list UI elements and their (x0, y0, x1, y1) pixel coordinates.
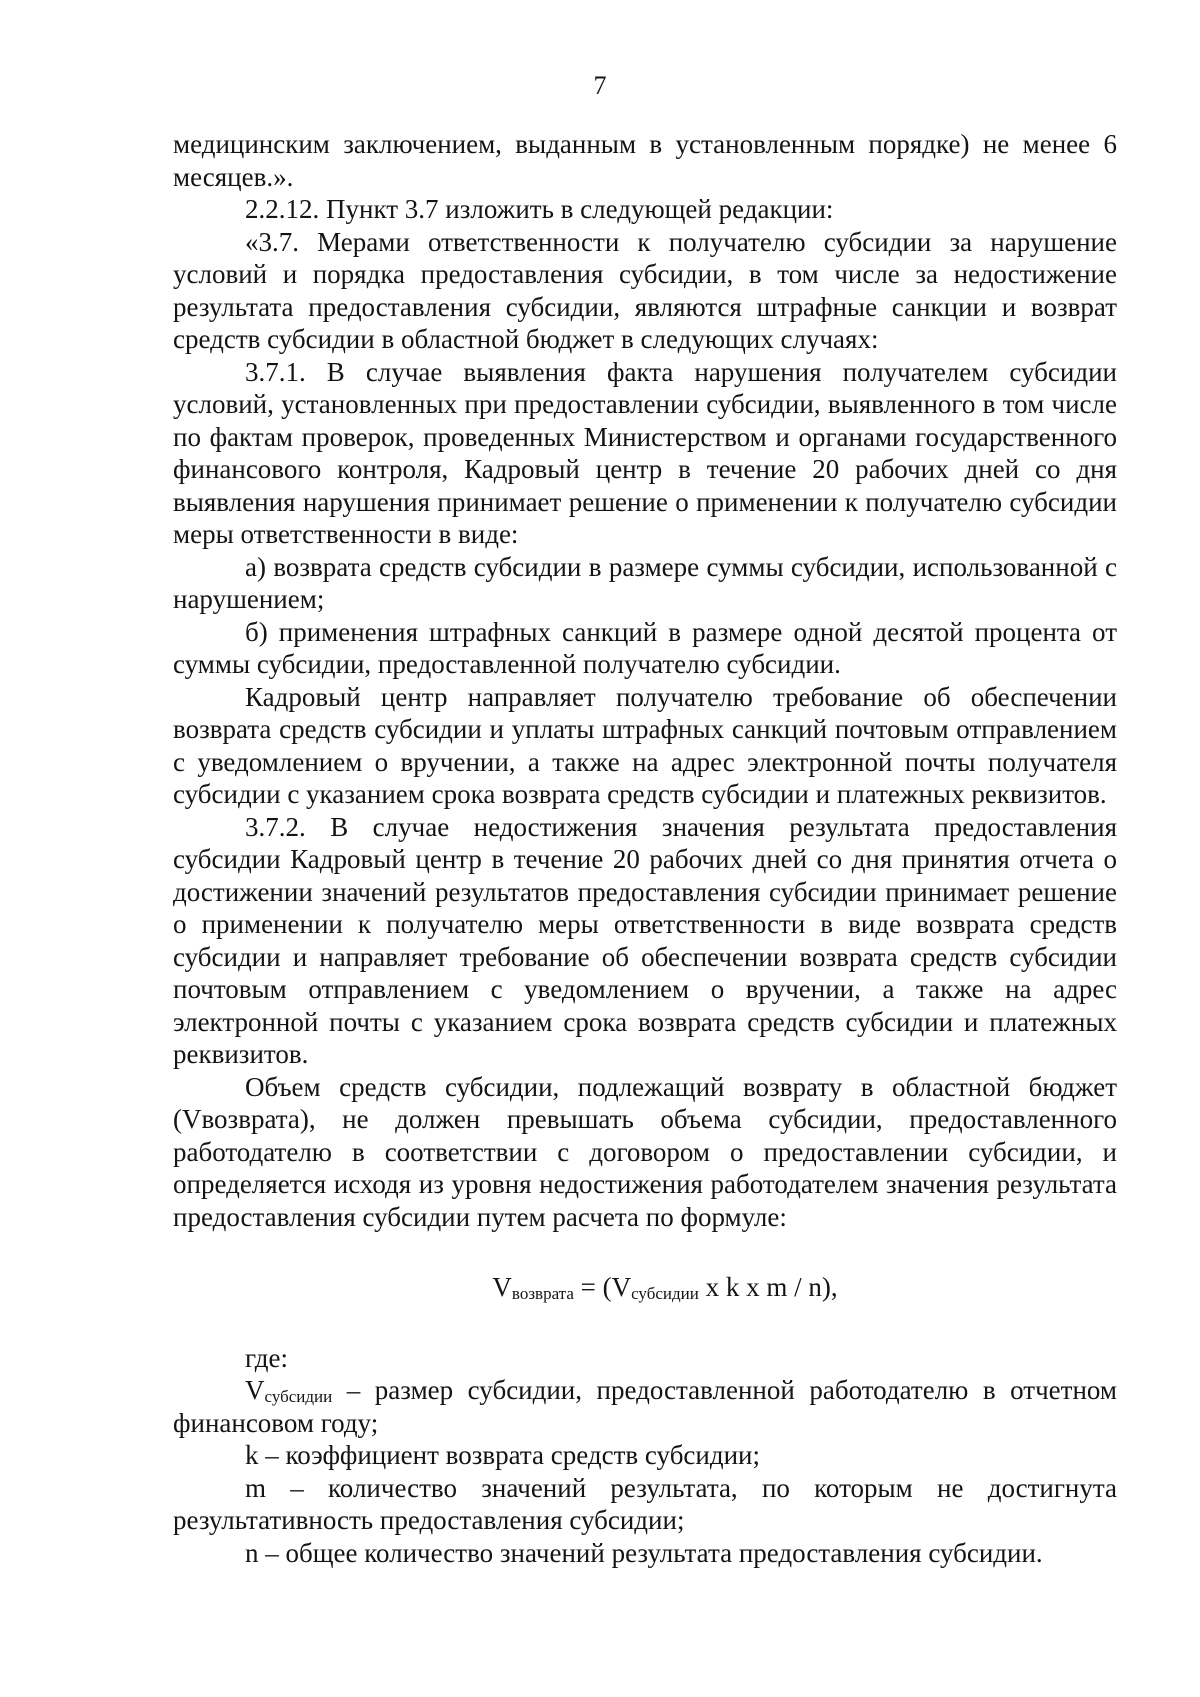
paragraph-3-7: «3.7. Мерами ответственности к получателю субсидии за нарушение условий и порядка предоставления субсидии, в том числе за недостижение результата предоставления субсидии, являются штрафные санкции и возврат средств субсидии в областной бюджет в следующих случаях: (173, 226, 1117, 354)
formula-equals: = ( (573, 1272, 612, 1302)
page-number: 7 (593, 71, 607, 100)
definition-v-subscript: субсидии (264, 1387, 333, 1406)
formula-rhs-rest: x k x m / n), (698, 1272, 838, 1302)
formula-lhs-symbol: V (492, 1272, 512, 1302)
document-body (173, 128, 1117, 1569)
definition-v-symbol: V (245, 1375, 265, 1405)
where-label: где: (245, 1342, 288, 1373)
paragraph-continuation: медицинским заключением, выданным в установленным порядке) не менее 6 месяцев.». (173, 129, 1117, 192)
formula-rhs-symbol: V (611, 1272, 632, 1302)
definition-n: n – общее количество значений результата предоставления субсидии. (245, 1537, 1043, 1568)
definition-k: k – коэффициент возврата средств субсидии; (245, 1440, 761, 1470)
paragraph-requirement: Кадровый центр направляет получателю требование об обеспечении возврата средств субсидии и уплаты штрафных санкций почтовым отправлением с уведомлением о вручении, а также на адрес электронной почты получателя субсидии с указанием срока возврата средств субсидии и платежных реквизитов. (173, 681, 1117, 809)
formula (173, 1271, 1117, 1304)
paragraph-3-7-2: 3.7.2. В случае недостижения значения результата предоставления субсидии Кадровый центр в течение 20 рабочих дней со дня принятия отчета о достижении значений результатов предоставления субсидии принимает решение о применении к получателю меры ответственности в виде возврата средств субсидии и направляет требование об обеспечении возврата средств субсидии почтовым отправлением с уведомлением о вручении, а также на адрес электронной почты с указанием срока возврата средств субсидии и платежных реквизитов. (173, 811, 1117, 1069)
definition-v-text: – размер субсидии, предоставленной работодателю в отчетном финансовом году; (173, 1375, 1117, 1438)
formula-rhs-subscript: субсидии (631, 1284, 699, 1303)
paragraph-item-b: б) применения штрафных санкций в размере одной десятой процента от суммы субсидии, предоставленной получателю субсидии. (173, 616, 1117, 679)
paragraph-item-a: а) возврата средств субсидии в размере суммы субсидии, использованной с нарушением; (173, 551, 1117, 614)
definition-v-subsidy (173, 1374, 1117, 1439)
formula-lhs-subscript: возврата (511, 1284, 574, 1303)
paragraph-volume: Объем средств субсидии, подлежащий возврату в областной бюджет (Vвозврата), не должен превышать объема субсидии, предоставленного работодателю в соответствии с договором о предоставлении субсидии, и определяется исходя из уровня недостижения работодателем значения результата предоставления субсидии путем расчета по формуле: (173, 1071, 1117, 1232)
definition-m: m – количество значений результата, по которым не достигнута результативность предоставления субсидии; (173, 1472, 1117, 1535)
paragraph-3-7-1: 3.7.1. В случае выявления факта нарушения получателем субсидии условий, установленных при предоставлении субсидии, выявленного в том числе по фактам проверок, проведенных Министерством и органами государственного финансового контроля, Кадровый центр в течение 20 рабочих дней со дня выявления нарушения принимает решение о применении к получателю субсидии меры ответственности в виде: (173, 356, 1117, 549)
paragraph-2-2-12: 2.2.12. Пункт 3.7 изложить в следующей редакции: (245, 194, 834, 224)
